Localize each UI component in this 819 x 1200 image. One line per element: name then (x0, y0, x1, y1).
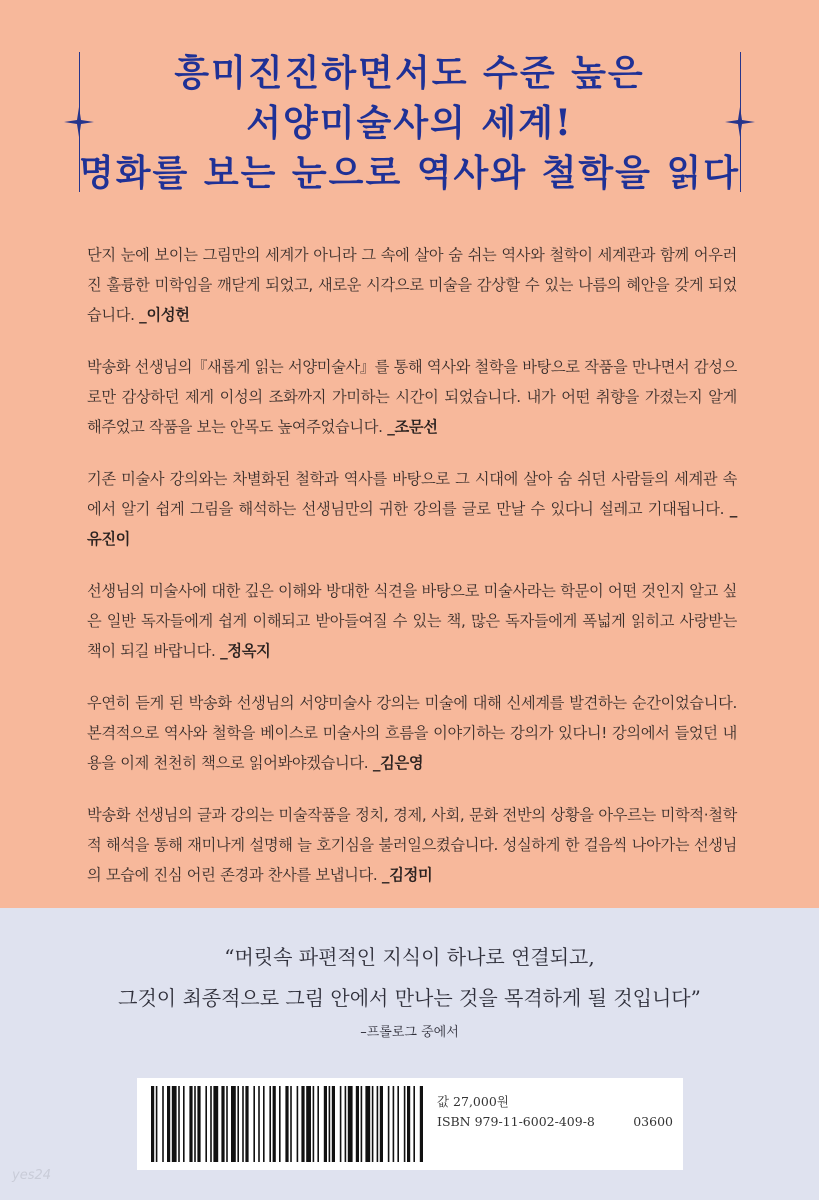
isbn-label (437, 1114, 673, 1129)
barcode-box (137, 1078, 683, 1170)
isbn-number: ISBN 979-11-6002-409-8 (437, 1114, 595, 1129)
review-text: 선생님의 미술사에 대한 깊은 이해와 방대한 식견을 바탕으로 미술사라는 학문이 어떤 것인지 알고 싶은 일반 독자들에게 쉽게 이해되고 받아들여질 수 있는 책, 많은 독자들에게 폭넓게 읽히고 사랑받는 책이 되길 바랍니다. (87, 582, 737, 660)
quote-source: –프롤로그 중에서 (360, 1025, 459, 1040)
review-author: _김은영 (372, 754, 424, 772)
quote-line-1: “머릿속 파편적인 지식이 하나로 연결되고, (224, 945, 595, 969)
review-text: 기존 미술사 강의와는 차별화된 철학과 역사를 바탕으로 그 시대에 살아 숨 쉬던 사람들의 세계관 속에서 알기 쉽게 그림을 해석하는 선생님만의 귀한 강의를 글로 만날 수 있다니 설레고 기대됩니다. (87, 470, 737, 518)
review-6 (87, 800, 737, 890)
review-4 (87, 576, 737, 666)
review-text: 박송화 선생님의 글과 강의는 미술작품을 정치, 경제, 사회, 문화 전반의 상황을 아우르는 미학적·철학적 해석을 통해 재미나게 설명해 늘 호기심을 불러일으켰습니다. 성실하게 한 걸음씩 나아가는 선생님의 모습에 진심 어린 존경과 찬사를 보냅니다. (87, 806, 737, 884)
review-1 (87, 240, 737, 330)
watermark-logo: yes24 (12, 1168, 52, 1183)
headline-line-3: 명화를 보는 눈으로 역사와 철학을 읽다 (78, 152, 741, 194)
review-text: 우연히 듣게 된 박송화 선생님의 서양미술사 강의는 미술에 대해 신세계를 발견하는 순간이었습니다. 본격적으로 역사와 철학을 베이스로 미술사의 흐름을 이야기하는 강의가 있다니! 강의에서 들었던 내용을 이제 천천히 책으로 읽어봐야겠습니다. (87, 694, 737, 772)
headline-line-1: 흥미진진하면서도 수준 높은 (174, 52, 645, 94)
review-2 (87, 352, 737, 442)
review-author: _유진이 (87, 500, 737, 548)
review-author: _김정미 (381, 866, 433, 884)
headline-line-2: 서양미술사의 세계! (246, 102, 573, 144)
review-author: _조문선 (387, 418, 438, 436)
review-5 (87, 688, 737, 778)
price-label: 값 27,000원 (437, 1094, 509, 1109)
quote-line-2: 그것이 최종적으로 그림 안에서 만나는 것을 목격하게 될 것입니다” (118, 986, 701, 1010)
review-text: 단지 눈에 보이는 그림만의 세계가 아니라 그 속에 살아 숨 쉬는 역사와 철학이 세계관과 함께 어우러진 훌륭한 미학임을 깨닫게 되었고, 새로운 시각으로 미술을 감상할 수 있는 나름의 혜안을 갖게 되었습니다. (87, 246, 737, 324)
review-text: 박송화 선생님의『새롭게 읽는 서양미술사』를 통해 역사와 철학을 바탕으로 작품을 만나면서 감성으로만 감상하던 제게 이성의 조화까지 가미하는 시간이 되었습니다. 내가 어떤 취향을 가졌는지 알게 해주었고 작품을 보는 안목도 높여주었습니다. (87, 358, 737, 436)
review-author: _이성헌 (139, 306, 190, 324)
isbn-addon-code: 03600 (633, 1114, 673, 1129)
review-3 (87, 464, 737, 554)
review-author: _정옥지 (220, 642, 271, 660)
barcode-image (147, 1086, 427, 1162)
